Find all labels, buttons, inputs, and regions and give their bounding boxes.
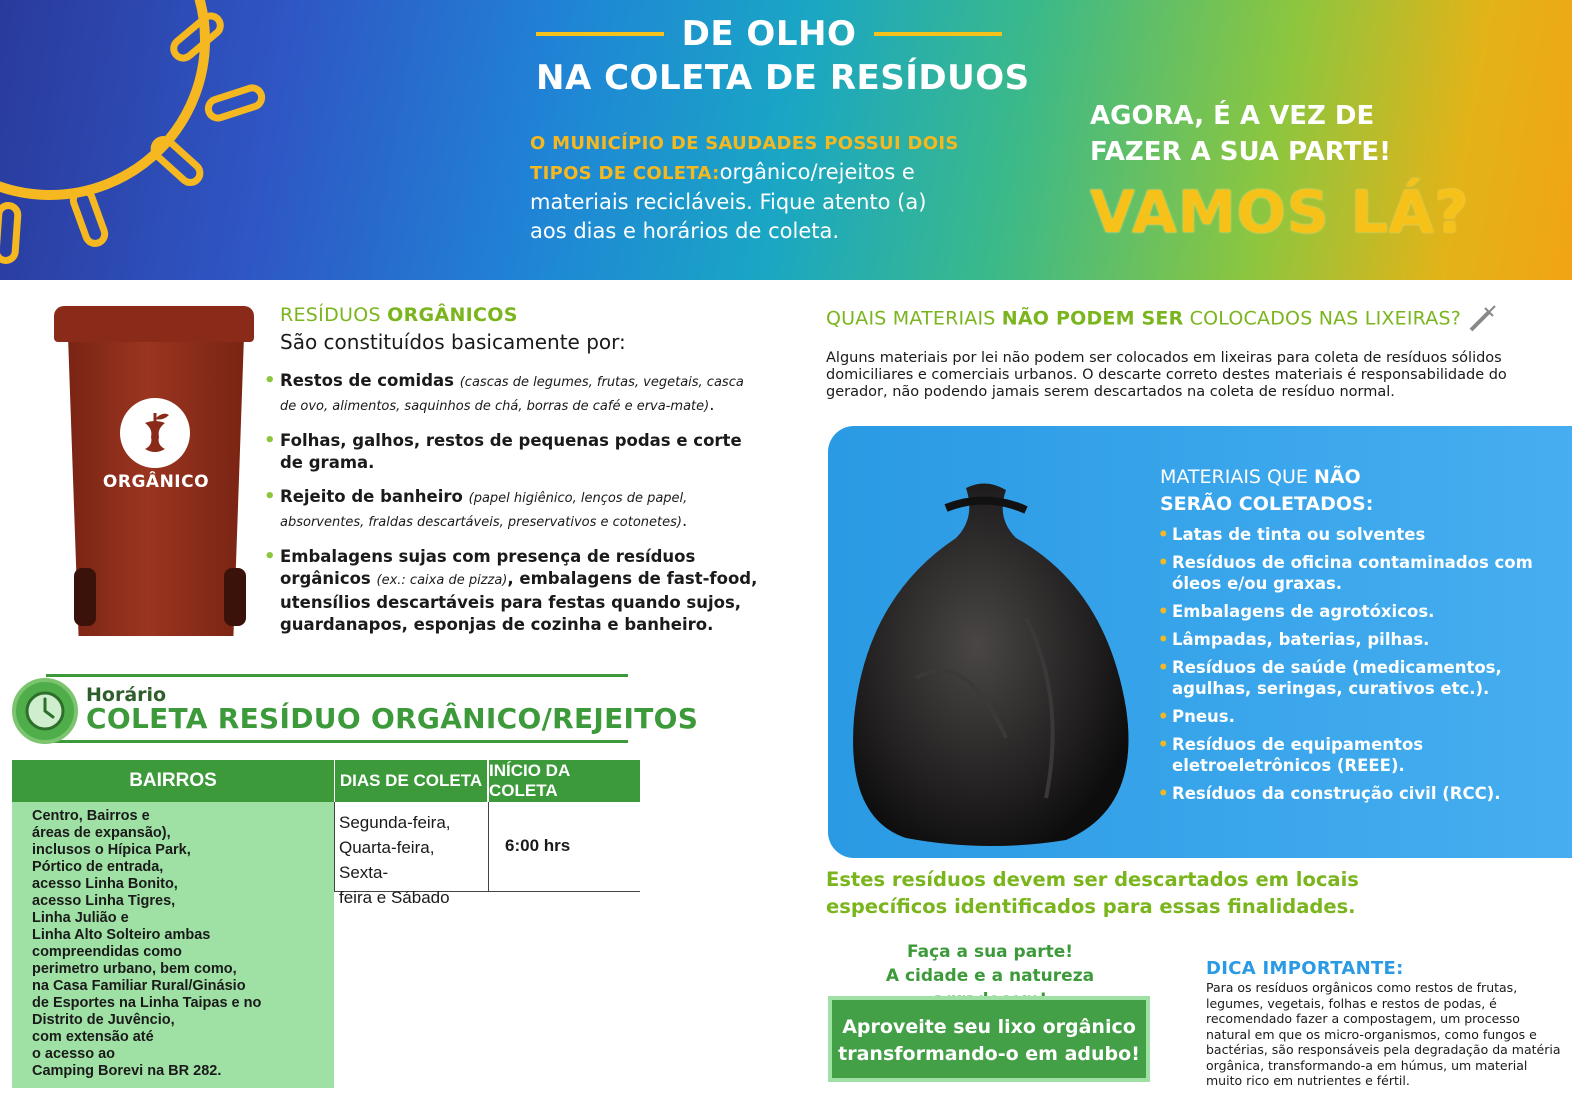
item-bold: Embalagens sujas com presença de resíduos orgânicos: [280, 547, 696, 588]
intro-highlight: O MUNICÍPIO DE SAUDADES POSSUI DOIS: [530, 133, 959, 154]
list-item: • Resíduos da construção civil (RCC).: [1158, 783, 1558, 804]
item-italic: (cascas de legumes, frutas, vegetais, casca de ovo, alimentos, saquinhos de chá, borras de café e erva-mate): [280, 375, 744, 414]
panel-title-text: MATERIAIS QUE: [1160, 466, 1314, 488]
do-your-part-line: Faça a sua parte!: [907, 942, 1073, 962]
table-header-dias: DIAS DE COLETA: [335, 760, 487, 802]
title-line-2: NA COLETA DE RESÍDUOS: [536, 58, 1030, 98]
bairro-line: na Casa Familiar Rural/Ginásio: [32, 978, 246, 994]
organic-subtitle: São constituídos basicamente por:: [280, 330, 626, 354]
disposal-note-line: Estes resíduos devem ser descartados em locais: [826, 868, 1359, 891]
item-italic: (papel higiênico, lenços de papel, absorventes, fraldas descartáveis, preservativos e cotonetes): [280, 491, 688, 530]
dias-line: feira e Sábado: [339, 888, 450, 907]
list-item: • Resíduos de oficina contaminados com óleos e/ou graxas.: [1158, 552, 1558, 594]
restricted-title-bold: NÃO PODEM SER: [1001, 307, 1184, 330]
intro-line: orgânico/rejeitos e: [719, 160, 915, 184]
page-title: [536, 14, 1030, 98]
cta-line: AGORA, É A VEZ DE: [1090, 101, 1375, 131]
bairro-line: Distrito de Juvêncio,: [32, 1012, 175, 1028]
item-tail: .: [709, 395, 715, 414]
item-bold: Folhas, galhos, restos de pequenas podas e corte de grama.: [280, 431, 742, 472]
list-item: [264, 546, 764, 636]
bairro-line: Linha Julião e: [32, 910, 129, 926]
intro-line: materiais recicláveis. Fique atento (a): [530, 190, 927, 214]
disposal-note: [826, 866, 1359, 920]
list-item: • Latas de tinta ou solventes: [1158, 524, 1558, 545]
sun-ray-icon: [0, 201, 22, 265]
disposal-note-line: específicos identificados para essas finalidades.: [826, 895, 1356, 918]
schedule-rule: [46, 740, 628, 743]
do-your-part-line: A cidade e a natureza: [885, 966, 1095, 986]
item-tail: .: [681, 511, 688, 530]
trash-bag-icon: [846, 478, 1136, 848]
cta-text: [1090, 98, 1510, 170]
apple-core-icon: [120, 398, 190, 468]
title-rule: [536, 32, 664, 36]
compost-callout-line: Aproveite seu lixo orgânico: [842, 1016, 1136, 1038]
organic-title-prefix: RESÍDUOS: [280, 304, 388, 326]
tip-text: Para os resíduos orgânicos como restos de frutas, legumes, vegetais, folhas e restos de podas, é recomendado fazer a compostagem, um processo natural em que os micro-organismos, como fungos e bactérias, são responsáveis pela degradação da matéria orgânica, transformando-a em húmus, um material muito rico em nutrientes e fértil.: [1206, 980, 1561, 1088]
title-line-1: DE OLHO: [681, 14, 857, 54]
cta-big: VAMOS LÁ?: [1090, 178, 1470, 246]
table-header-bairros: BAIRROS: [12, 760, 334, 802]
bairro-line: de Esportes na Linha Taipas e no: [32, 995, 262, 1011]
bairro-line: áreas de expansão),: [32, 825, 171, 841]
intro-highlight: TIPOS DE COLETA:: [530, 163, 720, 184]
list-item: [264, 430, 764, 474]
table-cell-bairros: [12, 802, 334, 1088]
sun-ray-icon: [145, 131, 208, 192]
table-header-inicio: INÍCIO DA COLETA: [489, 760, 640, 802]
schedule-label: Horário: [86, 684, 167, 706]
organic-section-title: [280, 304, 518, 326]
bin-wheel: [74, 568, 96, 626]
item-italic: (ex.: caixa de pizza): [376, 573, 508, 588]
item-tail: , embalagens de fast-food, utensílios descartáveis para festas quando sujos, guardanapos, esponjas de cozinha e banheiro.: [280, 569, 758, 634]
list-item: [264, 370, 764, 418]
bairro-line: Linha Alto Solteiro ambas: [32, 927, 211, 943]
list-item: • Lâmpadas, baterias, pilhas.: [1158, 629, 1558, 650]
panel-title-bold: NÃO: [1313, 466, 1361, 488]
bairro-line: acesso Linha Tigres,: [32, 893, 176, 909]
list-item: • Embalagens de agrotóxicos.: [1158, 601, 1558, 622]
restricted-title: [826, 304, 1497, 334]
organic-list: [264, 370, 764, 648]
dias-line: Quarta-feira, Sexta-: [339, 838, 435, 882]
compost-callout: [828, 996, 1150, 1082]
cta-line: FAZER A SUA PARTE!: [1090, 137, 1391, 167]
compost-callout-line: transformando-o em adubo!: [838, 1043, 1140, 1065]
bin-label: ORGÂNICO: [102, 472, 210, 492]
restricted-list: [1158, 524, 1558, 811]
intro-text: [530, 128, 1000, 246]
panel-title: [1160, 464, 1373, 518]
title-rule: [874, 32, 1002, 36]
bairro-line: com extensão até: [32, 1029, 154, 1045]
bairro-line: acesso Linha Bonito,: [32, 876, 178, 892]
syringe-icon: [1467, 304, 1497, 334]
panel-title-bold: SERÃO COLETADOS:: [1160, 493, 1374, 515]
dias-line: Segunda-feira,: [339, 813, 451, 832]
bin-wheel: [224, 568, 246, 626]
tip-title: DICA IMPORTANTE:: [1206, 958, 1404, 979]
bairro-line: compreendidas como: [32, 944, 182, 960]
list-item: • Pneus.: [1158, 706, 1558, 727]
bin-lid: [54, 306, 254, 342]
list-item: • Resíduos de saúde (medicamentos, agulhas, seringas, curativos etc.).: [1158, 657, 1558, 699]
bairro-line: o acesso ao: [32, 1046, 116, 1062]
bairro-line: inclusos o Hípica Park,: [32, 842, 191, 858]
bairro-line: perimetro urbano, bem como,: [32, 961, 237, 977]
sun-ray-icon: [202, 81, 269, 125]
organic-title-bold: ORGÂNICOS: [387, 304, 518, 326]
item-bold: Rejeito de banheiro: [280, 487, 469, 506]
restricted-paragraph: Alguns materiais por lei não podem ser colocados em lixeiras para coleta de resíduos sólidos domiciliares e comerciais urbanos. O descarte correto destes materiais é responsabilidade do gerador, não podendo jamais serem descartados na coleta de resíduo normal.: [826, 350, 1507, 400]
clock-icon: [12, 678, 78, 744]
item-bold: Restos de comidas: [280, 371, 460, 390]
sun-ray-icon: [66, 183, 112, 250]
restricted-title-prefix: QUAIS MATERIAIS: [826, 307, 1002, 330]
table-cell-inicio: 6:00 hrs: [488, 802, 640, 892]
intro-line: aos dias e horários de coleta.: [530, 219, 840, 243]
bairro-line: Centro, Bairros e: [32, 808, 150, 824]
schedule-title: COLETA RESÍDUO ORGÂNICO/REJEITOS: [86, 702, 699, 735]
list-item: • Resíduos de equipamentos eletroeletrônicos (REEE).: [1158, 734, 1558, 776]
list-item: [264, 486, 764, 534]
organic-bin-illustration: [54, 306, 264, 650]
bairro-line: Camping Borevi na BR 282.: [32, 1063, 222, 1079]
schedule-rule: [46, 674, 628, 677]
restricted-title-suffix: COLOCADOS NAS LIXEIRAS?: [1183, 307, 1461, 330]
table-cell-dias: [334, 802, 488, 907]
bairro-line: Pórtico de entrada,: [32, 859, 164, 875]
header-banner: [0, 0, 1572, 280]
